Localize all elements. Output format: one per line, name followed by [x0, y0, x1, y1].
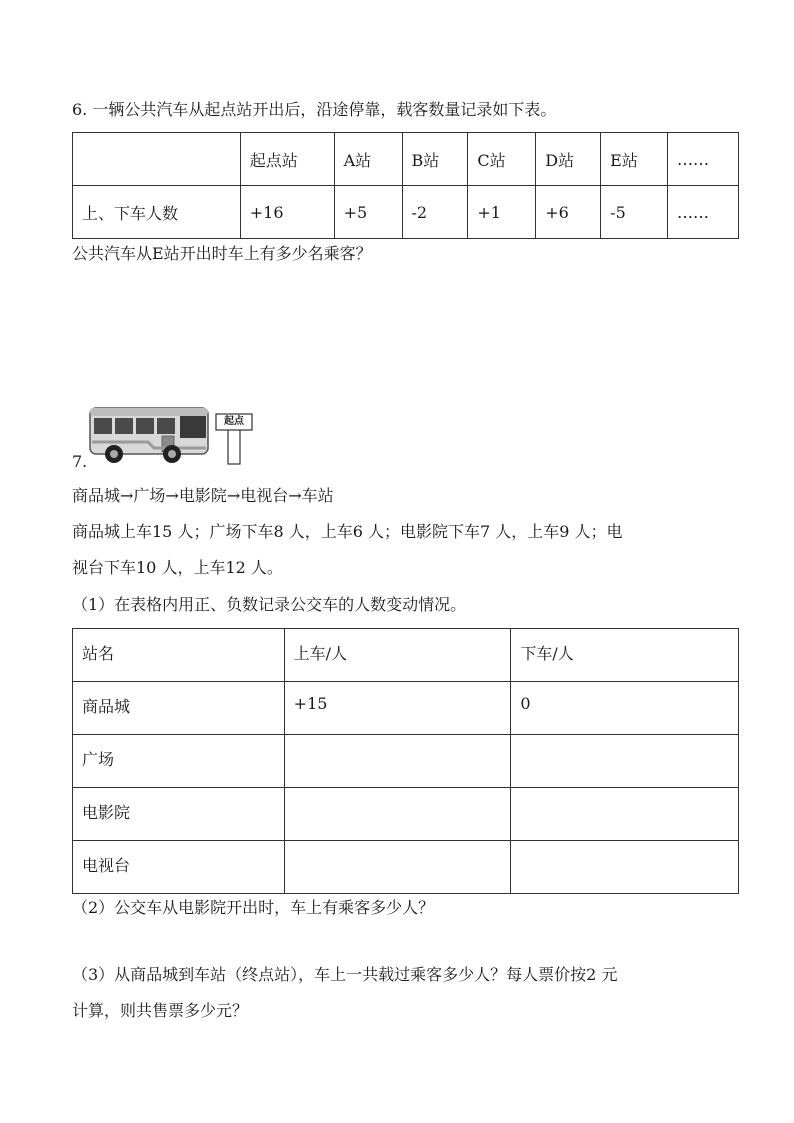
q7-part1: （1）在表格内用正、负数记录公交车的人数变动情况。 — [72, 595, 467, 614]
table-cell: +16 — [240, 186, 334, 239]
q7-route: 商品城→广场→电影院→电视台→车站 — [72, 486, 334, 505]
table-cell: D站 — [536, 133, 601, 186]
table-cell: 上车/人 — [284, 629, 511, 682]
table-cell: +5 — [334, 186, 402, 239]
table-cell: +1 — [468, 186, 536, 239]
q6-title: 6. 一辆公共汽车从起点站开出后，沿途停靠，载客数量记录如下表。 — [72, 100, 557, 119]
table-cell: 起点站 — [240, 133, 334, 186]
bus-stop-sign-text: 起点 — [224, 416, 244, 427]
answer-cell[interactable] — [284, 788, 511, 841]
table-cell: 电影院 — [73, 788, 285, 841]
q7-part3-line1: （3）从商品城到车站（终点站），车上一共载过乘客多少人？每人票价按2 元 — [72, 965, 618, 984]
table-row — [73, 735, 739, 788]
q6-table — [72, 132, 739, 239]
table-row — [73, 841, 739, 894]
table-row — [73, 133, 739, 186]
bus-icon — [88, 404, 258, 466]
table-cell: 下车/人 — [511, 629, 739, 682]
table-cell: 上、下车人数 — [73, 186, 241, 239]
q6-question: 公共汽车从E站开出时车上有多少名乘客？ — [72, 244, 372, 263]
table-cell — [73, 133, 241, 186]
table-cell: E站 — [601, 133, 668, 186]
table-cell: …… — [668, 186, 739, 239]
q7-part3-line2: 计算，则共售票多少元？ — [72, 1001, 249, 1020]
table-cell: C站 — [468, 133, 536, 186]
bus-illustration — [88, 404, 258, 466]
table-row — [73, 186, 739, 239]
table-cell: 电视台 — [73, 841, 285, 894]
table-cell: 站名 — [73, 629, 285, 682]
q7-part2: （2）公交车从电影院开出时，车上有乘客多少人？ — [72, 898, 435, 917]
table-cell: +6 — [536, 186, 601, 239]
table-cell: A站 — [334, 133, 402, 186]
answer-cell[interactable] — [284, 841, 511, 894]
q7-table — [72, 628, 739, 894]
table-cell: -5 — [601, 186, 668, 239]
q7-description-line2: 视台下车10 人，上车12 人。 — [72, 558, 283, 577]
table-cell: -2 — [402, 186, 468, 239]
q7-description-line1: 商品城上车15 人；广场下车8 人，上车6 人；电影院下车7 人，上车9 人；电 — [72, 522, 623, 541]
answer-cell[interactable] — [284, 735, 511, 788]
table-cell: 0 — [511, 682, 739, 735]
q7-number: 7. — [72, 452, 88, 471]
answer-cell[interactable] — [511, 841, 739, 894]
table-row — [73, 788, 739, 841]
table-cell: 商品城 — [73, 682, 285, 735]
table-cell: B站 — [402, 133, 468, 186]
table-row — [73, 682, 739, 735]
table-cell: 广场 — [73, 735, 285, 788]
table-row — [73, 629, 739, 682]
answer-cell[interactable] — [511, 735, 739, 788]
answer-cell[interactable] — [511, 788, 739, 841]
table-cell: …… — [668, 133, 739, 186]
table-cell: +15 — [284, 682, 511, 735]
